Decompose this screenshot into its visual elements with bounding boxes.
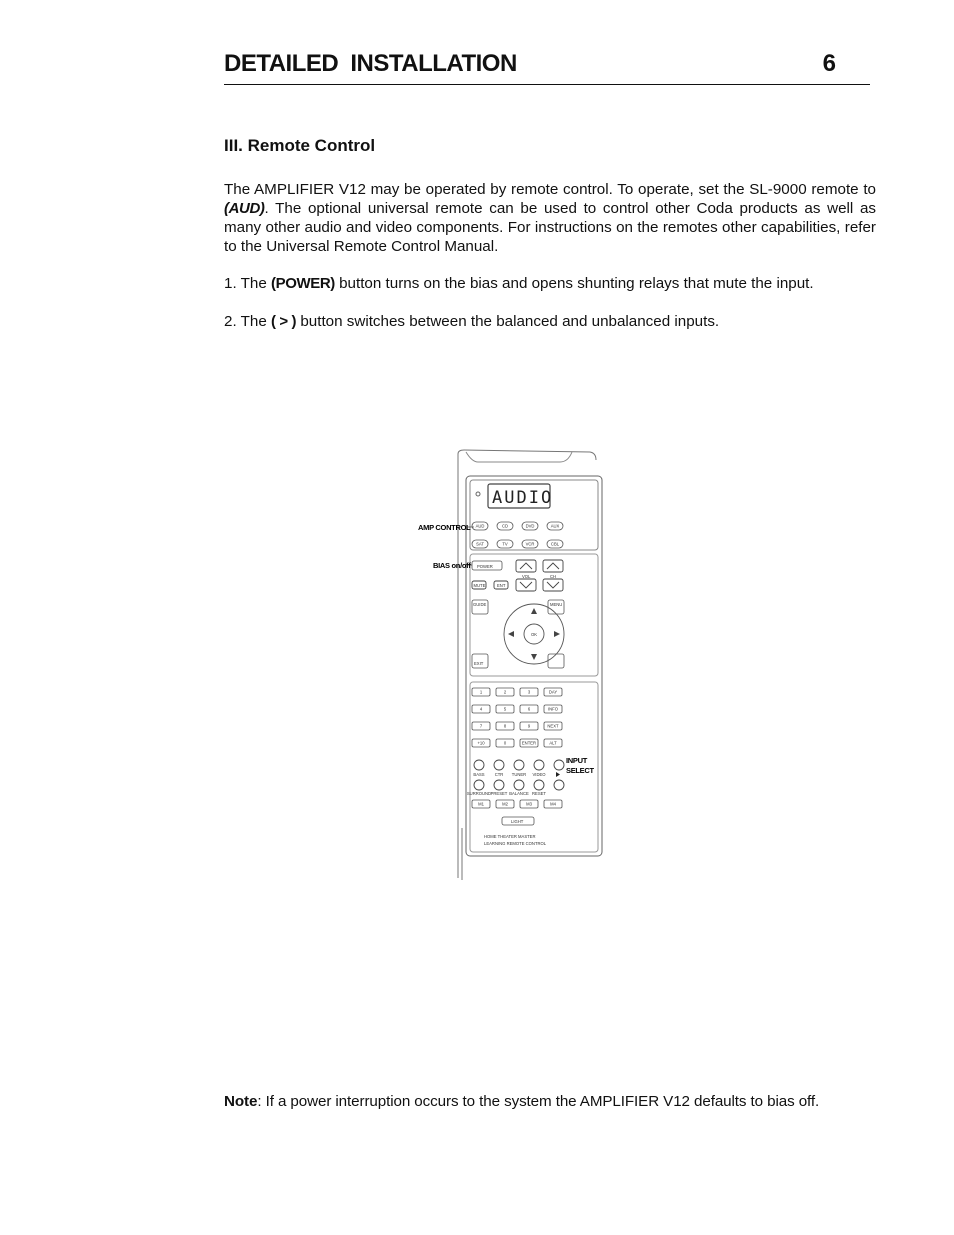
vol-label: VOL bbox=[522, 574, 531, 579]
arrow-left-icon[interactable] bbox=[508, 631, 514, 637]
vol-down-button[interactable] bbox=[516, 579, 536, 591]
exit-label: EXIT bbox=[474, 661, 484, 666]
input-callout-line1: INPUT bbox=[566, 756, 588, 765]
keypad-label: 0 bbox=[503, 740, 507, 746]
keypad-label: DAY bbox=[548, 689, 558, 695]
intro-text-1: The AMPLIFIER V12 may be operated by remote control. To operate, set the SL-9000 remote to bbox=[224, 181, 876, 198]
intro-paragraph bbox=[224, 180, 876, 256]
page-number: 6 bbox=[822, 50, 836, 77]
light-label: LIGHT bbox=[511, 819, 524, 824]
menu-label: MENU bbox=[550, 602, 563, 607]
item-text: button turns on the bias and opens shunting relays that mute the input. bbox=[334, 275, 814, 292]
info-button[interactable] bbox=[548, 654, 564, 668]
round-button[interactable] bbox=[514, 780, 524, 790]
arrow-down-icon[interactable] bbox=[531, 654, 537, 660]
macro-label: M3 bbox=[526, 801, 532, 807]
remote-control-illustration bbox=[410, 448, 610, 880]
note-text: : If a power interruption occurs to the system the AMPLIFIER V12 defaults to bias off. bbox=[257, 1093, 820, 1110]
lcd-text: AUDIO bbox=[492, 488, 554, 508]
brand-line-2: LEARNING REMOTE CONTROL bbox=[484, 841, 547, 846]
remote-control-figure bbox=[410, 448, 610, 880]
source-dvd-label: DVD bbox=[525, 523, 535, 529]
source-vcr-label: VCR bbox=[525, 541, 535, 547]
round-button[interactable] bbox=[494, 760, 504, 770]
round-button-label: VIDEO bbox=[532, 772, 546, 777]
source-sat-label: SAT bbox=[476, 541, 484, 547]
round-button-label: SURROUND bbox=[466, 791, 492, 796]
ch-label: CH bbox=[550, 574, 557, 579]
section-heading: III. Remote Control bbox=[224, 136, 376, 155]
keypad-label: 5 bbox=[503, 706, 507, 712]
round-button-label: TUNER bbox=[511, 772, 527, 777]
round-button[interactable] bbox=[534, 780, 544, 790]
input-callout-line2: SELECT bbox=[566, 766, 594, 775]
item-prefix: 2. The bbox=[224, 313, 272, 330]
power-button-reference: (POWER) bbox=[271, 275, 335, 292]
source-aud-label: AUD bbox=[475, 523, 485, 529]
brand-line-1: HOME THEATER MASTER bbox=[484, 834, 536, 839]
keypad-label: 2 bbox=[503, 689, 507, 695]
arrow-up-icon[interactable] bbox=[531, 608, 537, 614]
round-button[interactable] bbox=[554, 780, 564, 790]
chevron-down-icon bbox=[547, 582, 559, 588]
chevron-up-icon bbox=[520, 563, 532, 569]
ent-label: ENT bbox=[497, 583, 506, 588]
keypad-label: ALT bbox=[549, 740, 557, 746]
keypad-label: INFO bbox=[547, 706, 559, 712]
source-aux-label: AUX bbox=[550, 523, 560, 529]
source-tv-label: TV bbox=[502, 541, 508, 547]
round-button-label: BASS bbox=[473, 772, 485, 777]
guide-label: GUIDE bbox=[473, 602, 487, 607]
vol-up-button[interactable] bbox=[516, 560, 536, 572]
keypad-label: ENTER bbox=[521, 740, 537, 746]
play-icon bbox=[556, 772, 560, 777]
keypad-label: 9 bbox=[527, 723, 531, 729]
chevron-up-icon bbox=[547, 563, 559, 569]
round-button[interactable] bbox=[474, 780, 484, 790]
keypad-label: 1 bbox=[479, 689, 483, 695]
round-button[interactable] bbox=[514, 760, 524, 770]
round-button-label: BALANCE bbox=[509, 791, 529, 796]
ok-label: OK bbox=[530, 632, 538, 637]
instruction-item-input bbox=[224, 312, 876, 331]
keypad-label: 6 bbox=[527, 706, 531, 712]
round-button[interactable] bbox=[534, 760, 544, 770]
round-button[interactable] bbox=[494, 780, 504, 790]
item-prefix: 1. The bbox=[224, 275, 272, 292]
instruction-item-power bbox=[224, 274, 876, 293]
round-button-label: PRESET bbox=[490, 791, 508, 796]
source-cd-label: CD bbox=[501, 523, 509, 529]
page-header bbox=[224, 48, 870, 85]
page-title: DETAILED INSTALLATION bbox=[224, 50, 517, 77]
source-cbl-label: CBL bbox=[550, 541, 560, 547]
ch-down-button[interactable] bbox=[543, 579, 563, 591]
macro-label: M4 bbox=[550, 801, 556, 807]
keypad-label: NEXT bbox=[547, 723, 559, 729]
keypad-label: 3 bbox=[527, 689, 531, 695]
input-button-reference: ( > ) bbox=[271, 313, 297, 330]
keypad-label: 7 bbox=[479, 723, 483, 729]
round-button[interactable] bbox=[474, 760, 484, 770]
round-button-label: RESET bbox=[532, 791, 546, 796]
bias-callout: BIAS on/off bbox=[433, 561, 471, 570]
intro-text-2: . The optional universal remote can be used to control other Coda products as well as many other audio and video components. For instructions on the remotes other capabilities, refer to the Universal Remote Control Manual. bbox=[224, 200, 876, 255]
note-label: Note bbox=[224, 1093, 258, 1110]
keypad-label: 8 bbox=[503, 723, 507, 729]
power-button-label: POWER bbox=[477, 564, 493, 569]
amp-control-callout: AMP CONTROL bbox=[418, 523, 471, 532]
chevron-down-icon bbox=[520, 582, 532, 588]
macro-label: M2 bbox=[502, 801, 508, 807]
aud-button-reference: (AUD) bbox=[224, 200, 265, 217]
keypad-label: +10 bbox=[477, 740, 485, 746]
note-paragraph bbox=[224, 1093, 819, 1110]
keypad-label: 4 bbox=[479, 706, 483, 712]
arrow-right-icon[interactable] bbox=[554, 631, 560, 637]
macro-label: M1 bbox=[478, 801, 484, 807]
item-text: button switches between the balanced and unbalanced inputs. bbox=[296, 313, 720, 330]
round-button[interactable] bbox=[554, 760, 564, 770]
round-button-label: CTR bbox=[494, 772, 504, 777]
mute-label: MUTE bbox=[473, 583, 486, 588]
ch-up-button[interactable] bbox=[543, 560, 563, 572]
